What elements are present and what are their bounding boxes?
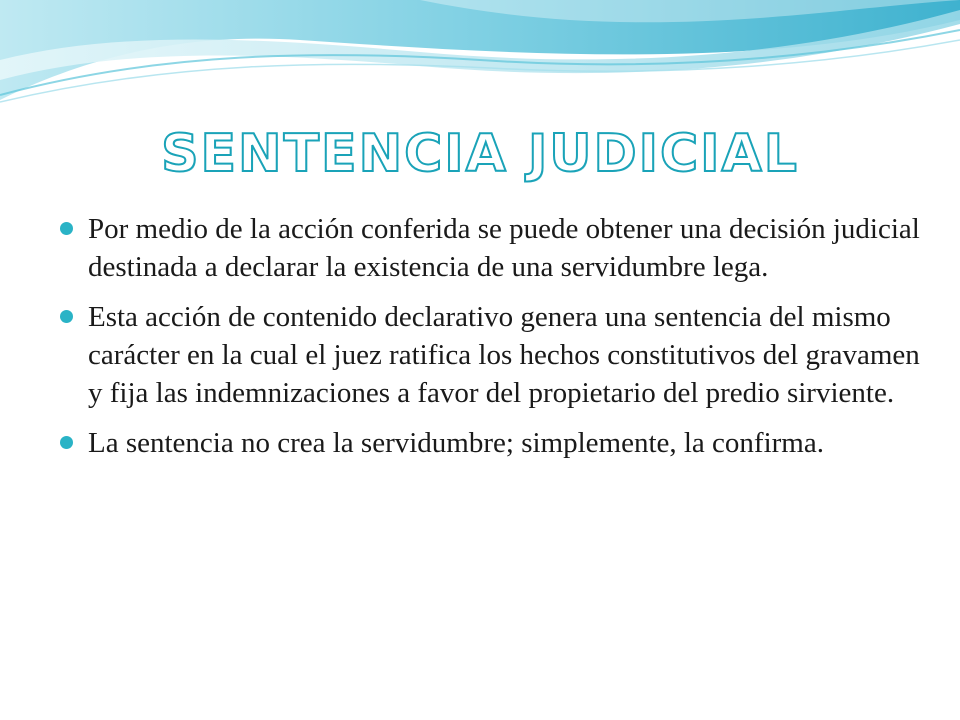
list-item [60,298,920,412]
bullet-dot-icon [60,222,73,235]
bullet-list [60,210,920,474]
slide-title: SENTENCIA JUDICIAL [161,124,799,184]
list-item [60,424,920,462]
bullet-text: La sentencia no crea la servidumbre; simplemente, la confirma. [88,427,824,459]
bullet-text: Por medio de la acción conferida se puede obtener una decisión judicial destinada a declarar la existencia de una servidumbre lega. [88,213,920,283]
bullet-dot-icon [60,436,73,449]
header-wave-decoration [0,0,960,120]
bullet-text: Esta acción de contenido declarativo genera una sentencia del mismo carácter en la cual el juez ratifica los hechos constitutivos del gravamen y fija las indemnizaciones a favor del propietario del predio sirviente. [88,301,920,409]
bullet-dot-icon [60,310,73,323]
list-item [60,210,920,286]
